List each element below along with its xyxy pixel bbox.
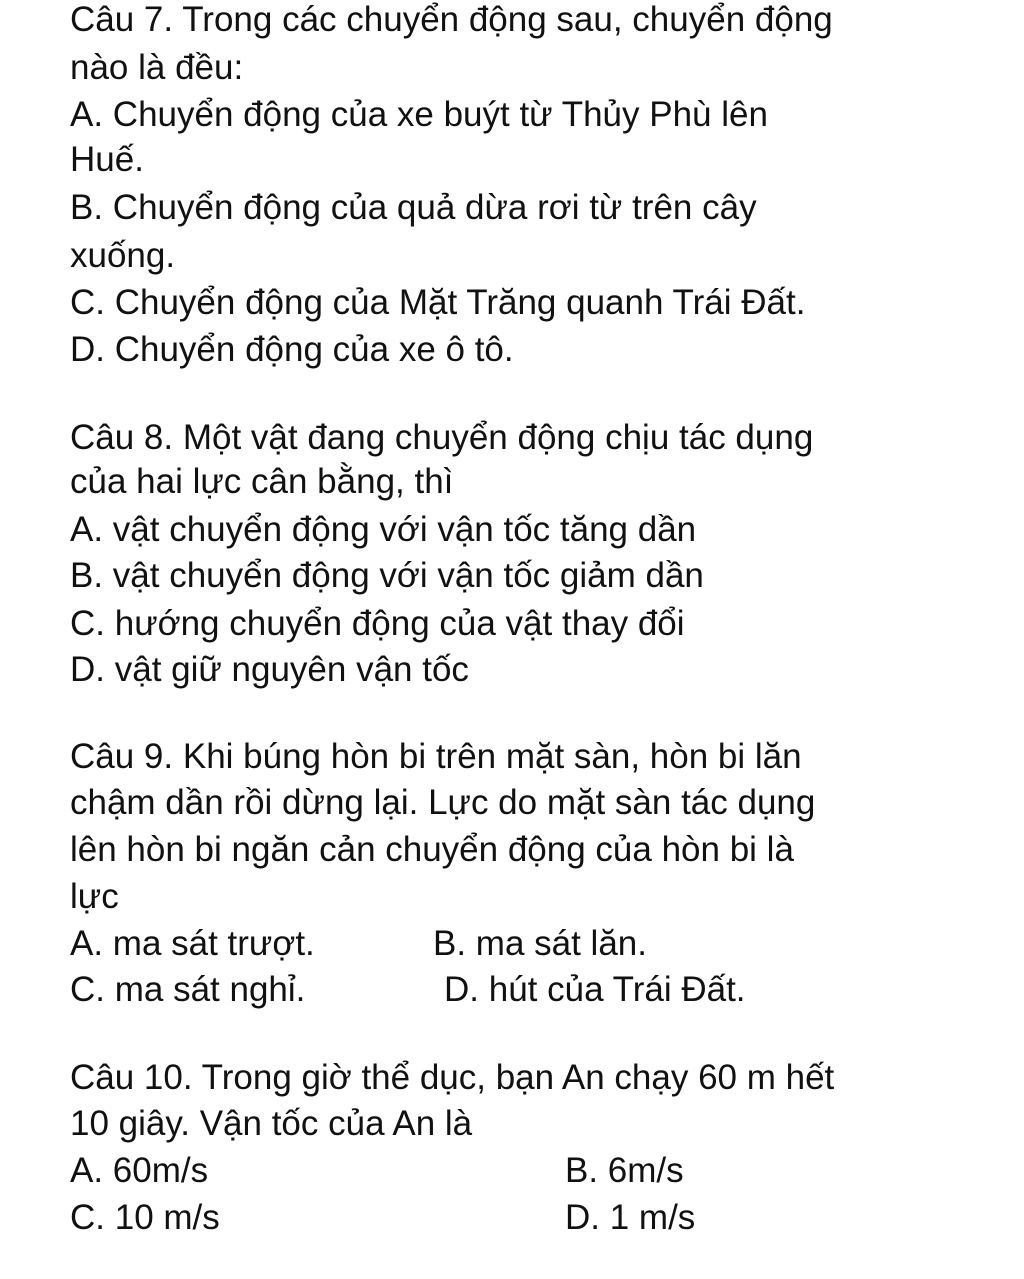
question-8-option-b: B. vật chuyển động với vận tốc giảm dần — [70, 556, 704, 595]
question-8-option-c: C. hướng chuyển động của vật thay đổi — [70, 604, 685, 643]
question-9-option-a: A. ma sát trượt. — [70, 924, 315, 963]
question-7-option-b-cont: xuống. — [70, 236, 176, 275]
question-9-option-c: C. ma sát nghỉ. — [70, 970, 306, 1009]
question-10-text-line-1: Câu 10. Trong giờ thể dục, bạn An chạy 60 m hết — [70, 1058, 835, 1097]
question-8-text-line-1: Câu 8. Một vật đang chuyển động chịu tác dụng — [70, 418, 814, 457]
question-9-text-line-2: chậm dần rồi dừng lại. Lực do mặt sàn tác dụng — [70, 783, 816, 822]
question-7-option-b: B. Chuyển động của quả dừa rơi từ trên cây — [70, 188, 757, 227]
question-9-option-d: D. hút của Trái Đất. — [444, 970, 746, 1009]
question-10-option-a: A. 60m/s — [70, 1151, 209, 1190]
question-8-option-a: A. vật chuyển động với vận tốc tăng dần — [70, 510, 697, 549]
question-7-text-line-2: nào là đều: — [70, 48, 244, 87]
question-10-option-b: B. 6m/s — [565, 1151, 684, 1190]
question-8-option-d: D. vật giữ nguyên vận tốc — [70, 650, 469, 689]
question-10-text-line-2: 10 giây. Vận tốc của An là — [70, 1104, 473, 1143]
question-9-text-line-1: Câu 9. Khi búng hòn bi trên mặt sàn, hòn bi lăn — [70, 737, 802, 776]
question-9-option-b: B. ma sát lăn. — [433, 924, 647, 963]
question-9-text-line-3: lên hòn bi ngăn cản chuyển động của hòn bi là — [70, 830, 794, 869]
question-10-option-d: D. 1 m/s — [565, 1198, 696, 1237]
question-7-option-a-cont: Huế. — [70, 140, 144, 179]
question-10-option-c: C. 10 m/s — [70, 1198, 220, 1237]
question-9-text-line-4: lực — [70, 877, 119, 916]
question-7-text-line-1: Câu 7. Trong các chuyển động sau, chuyển động — [70, 0, 833, 39]
question-7-option-c: C. Chuyển động của Mặt Trăng quanh Trái Đất. — [70, 283, 806, 322]
question-8-text-line-2: của hai lực cân bằng, thì — [70, 462, 454, 501]
question-7-option-d: D. Chuyển động của xe ô tô. — [70, 330, 514, 369]
question-7-option-a: A. Chuyển động của xe buýt từ Thủy Phù lên — [70, 95, 768, 134]
